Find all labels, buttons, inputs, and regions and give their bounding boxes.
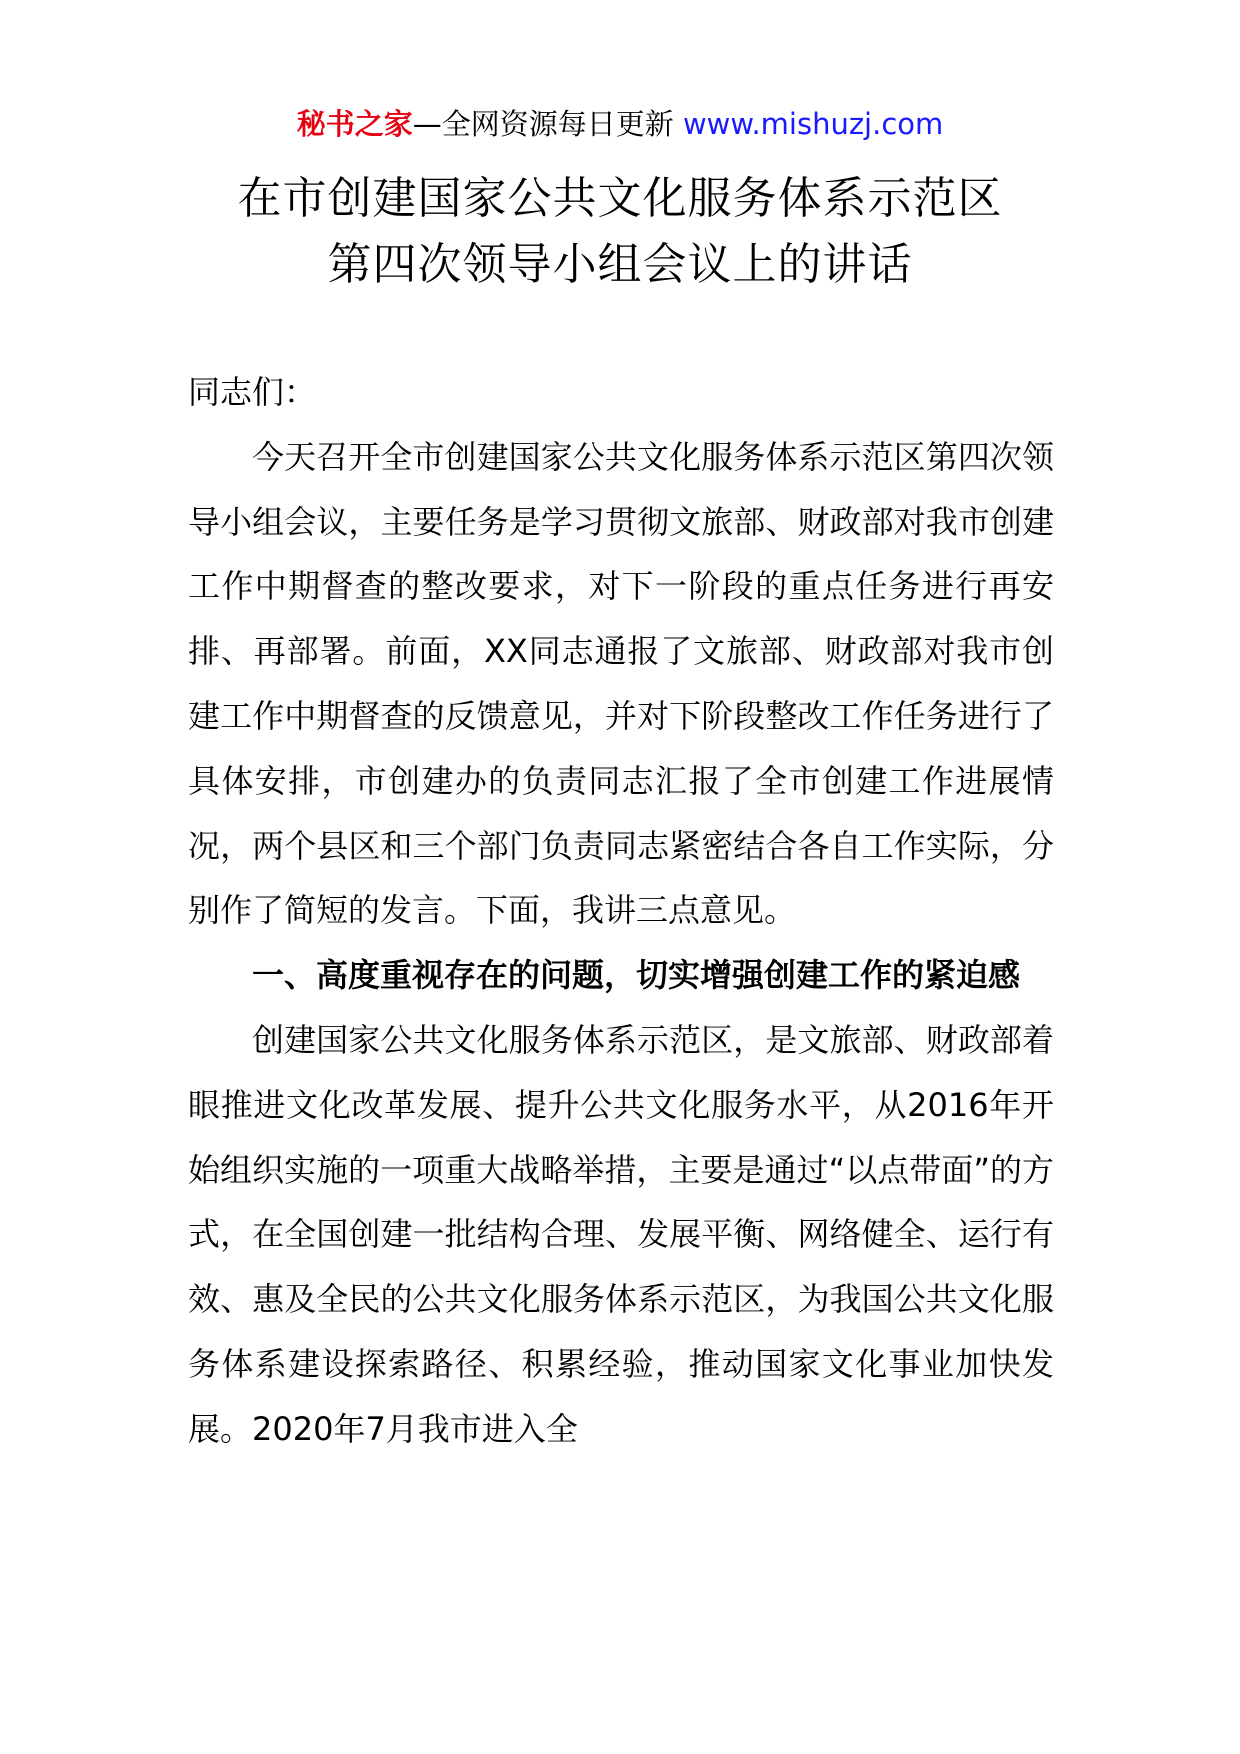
site-url-link[interactable]: www.mishuzj.com — [682, 107, 944, 141]
document-title — [0, 166, 1240, 298]
watermark-header — [0, 104, 1240, 144]
header-tagline: —全网资源每日更新 — [412, 107, 674, 141]
document-body — [188, 360, 1054, 1462]
paragraph-2: 创建国家公共文化服务体系示范区，是文旅部、财政部着眼推进文化改革发展、提升公共文化服务水平，从2016年开始组织实施的一项重大战略举措，主要是通过“以点带面”的方式，在全国创建一批结构合理、发展平衡、网络健全、运行有效、惠及全民的公共文化服务体系示范区，为我国公共文化服务体系建设探索路径、积累经验，推动国家文化事业加快发展。2020年7月我市进入全 — [188, 1020, 1054, 1448]
title-line-1: 在市创建国家公共文化服务体系示范区 — [237, 173, 1003, 224]
title-line-2: 第四次领导小组会议上的讲话 — [327, 239, 913, 290]
brand-name: 秘书之家 — [296, 107, 413, 141]
section-heading-1: 一、高度重视存在的问题，切实增强创建工作的紧迫感 — [252, 956, 1021, 995]
paragraph-1: 今天召开全市创建国家公共文化服务体系示范区第四次领导小组会议，主要任务是学习贯彻文旅部、财政部对我市创建工作中期督查的整改要求，对下一阶段的重点任务进行再安排、再部署。前面，XX同志通报了文旅部、财政部对我市创建工作中期督查的反馈意见，并对下阶段整改工作任务进行了具体安排，市创建办的负责同志汇报了全市创建工作进展情况，两个县区和三个部门负责同志紧密结合各自工作实际，分别作了简短的发言。下面，我讲三点意见。 — [188, 437, 1054, 930]
salutation: 同志们： — [188, 373, 317, 411]
